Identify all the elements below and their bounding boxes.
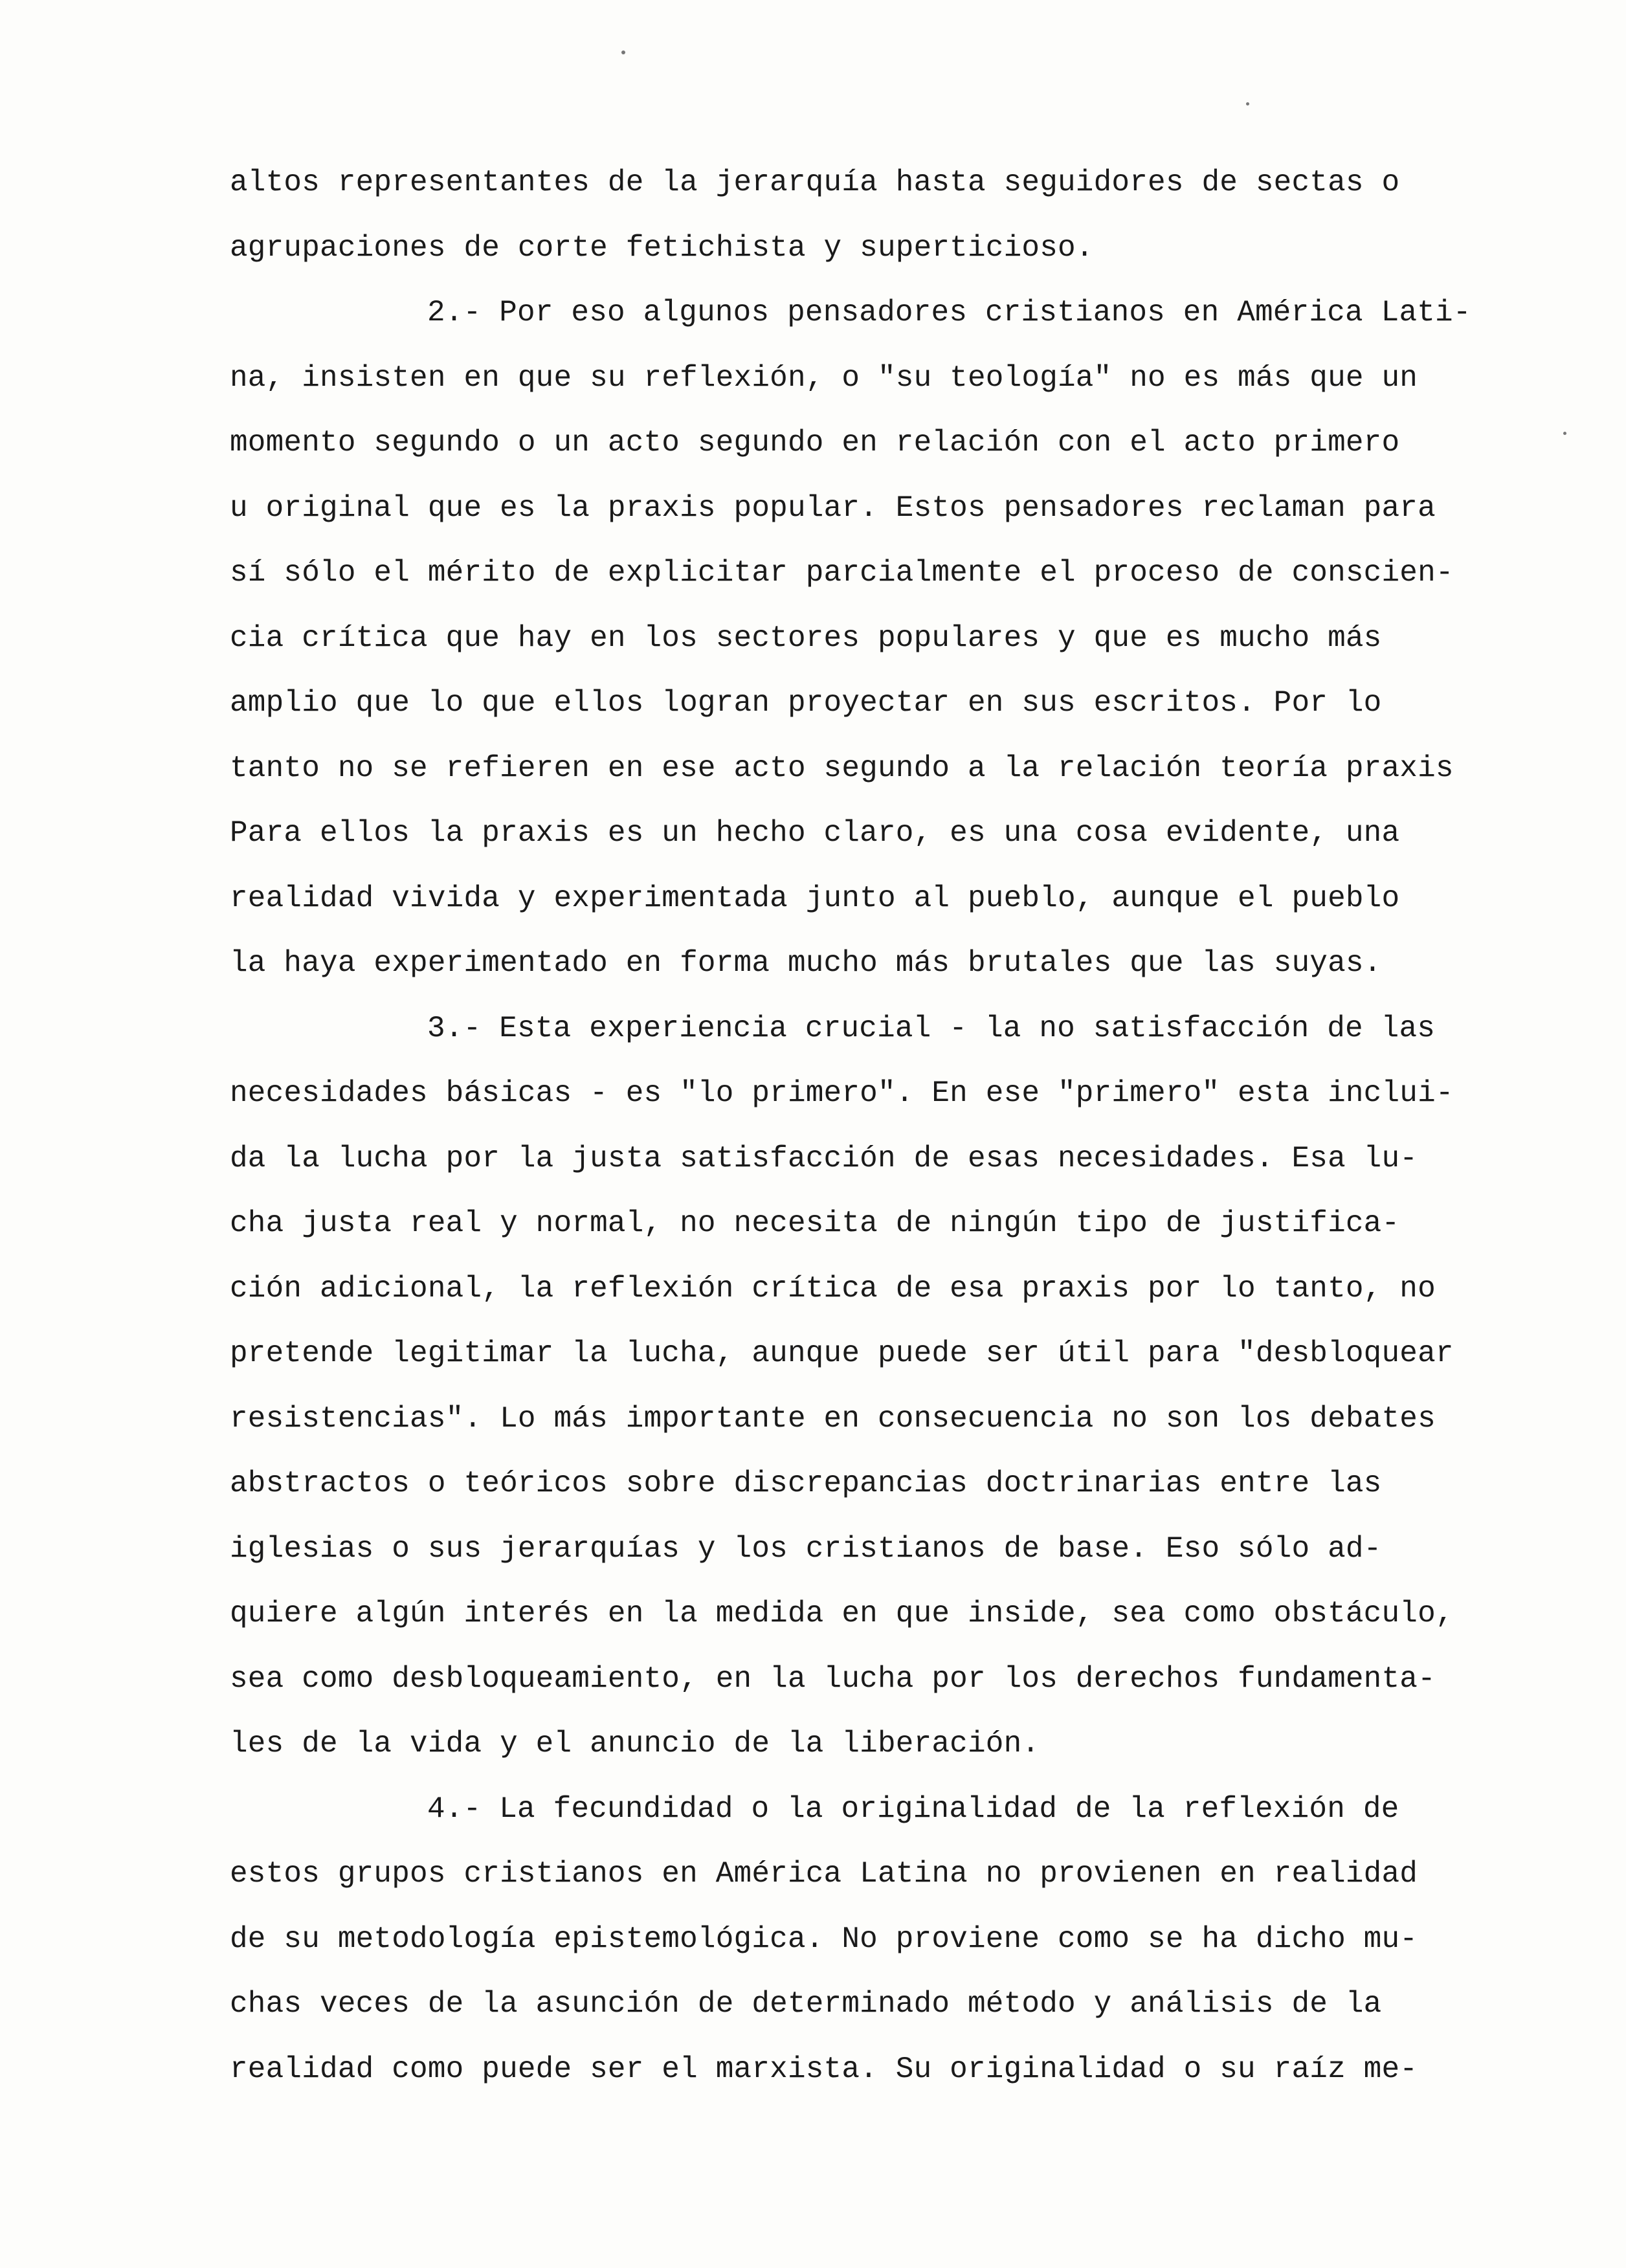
text-line: u original que es la praxis popular. Estos pensadores reclaman para [230,491,1436,525]
text-line: sí sólo el mérito de explicitar parcialmente el proceso de conscien- [230,556,1454,590]
text-line: cha justa real y normal, no necesita de ningún tipo de justifica- [230,1206,1400,1240]
text-line: momento segundo o un acto segundo en relación con el acto primero [230,426,1400,460]
paper-speck [621,50,625,54]
text-line: quiere algún interés en la medida en que inside, sea como obstáculo, [230,1597,1454,1630]
paragraph-3-start: 3.- Esta experiencia crucial - la no satisfacción de las [427,1011,1436,1045]
text-line: abstractos o teóricos sobre discrepancias doctrinarias entre las [230,1467,1382,1500]
text-line: chas veces de la asunción de determinado método y análisis de la [230,1987,1382,2021]
text-line: ción adicional, la reflexión crítica de esa praxis por lo tanto, no [230,1271,1436,1306]
paper-speck [1246,102,1249,106]
text-line: realidad como puede ser el marxista. Su originalidad o su raíz me- [230,2052,1418,2086]
text-line: amplio que lo que ellos logran proyectar en sus escritos. Por lo [230,686,1382,720]
paragraph-2-start: 2.- Por eso algunos pensadores cristianos en América Lati- [427,296,1471,329]
text-line: de su metodología epistemológica. No proviene como se ha dicho mu- [230,1922,1418,1956]
text-line: sea como desbloqueamiento, en la lucha por los derechos fundamenta- [230,1662,1436,1696]
text-line: les de la vida y el anuncio de la liberación. [230,1727,1040,1761]
text-line: pretende legitimar la lucha, aunque puede ser útil para "desbloquear [230,1337,1454,1370]
paragraph-4-start: 4.- La fecundidad o la originalidad de la reflexión de [427,1792,1399,1826]
text-line: necesidades básicas - es "lo primero". En ese "primero" esta inclui- [230,1076,1454,1110]
text-line: tanto no se refieren en ese acto segundo a la relación teoría praxis [230,751,1454,785]
body-text [230,150,1596,2102]
text-line: cia crítica que hay en los sectores populares y que es mucho más [230,621,1382,655]
text-line: la haya experimentado en forma mucho más brutales que las suyas. [230,946,1382,980]
text-line: agrupaciones de corte fetichista y superticioso. [230,230,1094,265]
text-line: realidad vivida y experimentada junto al pueblo, aunque el pueblo [230,881,1400,915]
text-line: na, insisten en que su reflexión, o "su teología" no es más que un [230,361,1418,395]
text-line: estos grupos cristianos en América Latina no provienen en realidad [230,1857,1418,1891]
text-line: resistencias". Lo más importante en consecuencia no son los debates [230,1401,1436,1436]
text-line: altos representantes de la jerarquía hasta seguidores de sectas o [230,166,1400,199]
text-line: da la lucha por la justa satisfacción de esas necesidades. Esa lu- [230,1141,1418,1175]
text-line: iglesias o sus jerarquías y los cristianos de base. Eso sólo ad- [230,1531,1382,1566]
text-line: Para ellos la praxis es un hecho claro, es una cosa evidente, una [230,816,1400,850]
